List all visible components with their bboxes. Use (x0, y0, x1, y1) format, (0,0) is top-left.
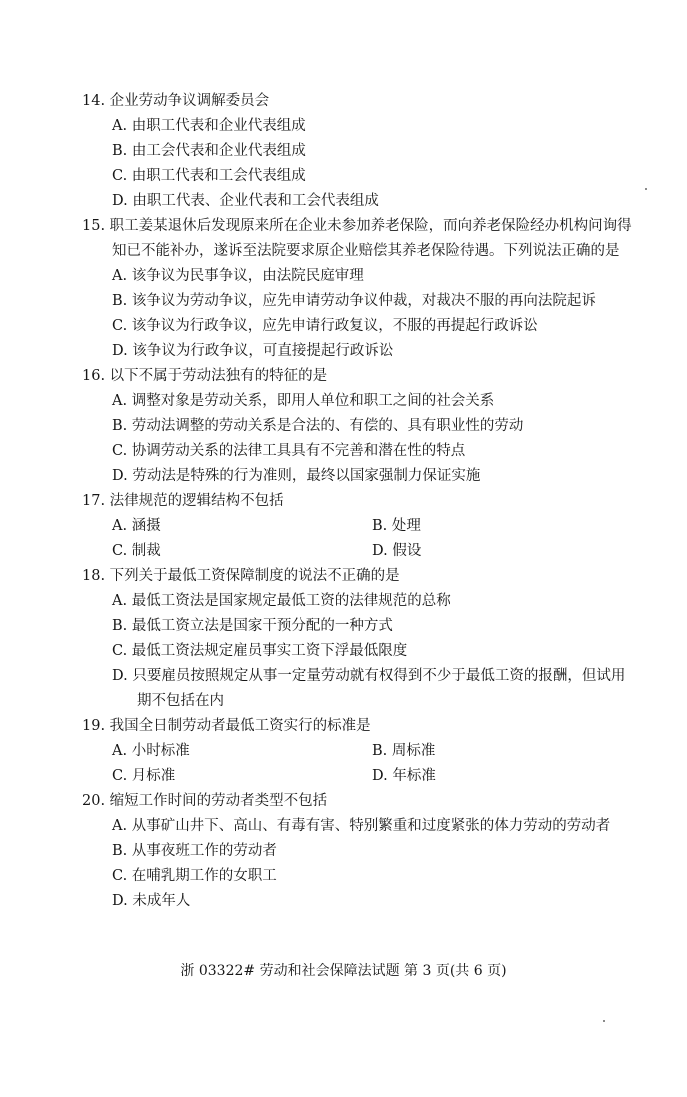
question-14-option-a: A. 由职工代表和企业代表组成 (112, 118, 306, 134)
question-19-option-a: A. 小时标准 (112, 743, 190, 759)
question-17-option-b: B. 处理 (372, 518, 421, 534)
question-20-option-d: D. 未成年人 (112, 893, 191, 909)
question-14-stem: 14. 企业劳动争议调解委员会 (82, 93, 270, 109)
question-17-stem: 17. 法律规范的逻辑结构不包括 (82, 493, 284, 509)
page-footer: 浙 03322# 劳动和社会保障法试题 第 3 页(共 6 页) (180, 963, 507, 979)
question-17-option-c: C. 制裁 (112, 543, 161, 559)
question-16-option-b: B. 劳动法调整的劳动关系是合法的、有偿的、具有职业性的劳动 (112, 418, 524, 434)
question-20-option-b: B. 从事夜班工作的劳动者 (112, 843, 277, 859)
question-18-option-d-cont: 期不包括在内 (137, 693, 224, 709)
question-15-option-b: B. 该争议为劳动争议，应先申请劳动争议仲裁，对裁决不服的再向法院起诉 (112, 293, 596, 309)
question-18-option-b: B. 最低工资立法是国家干预分配的一种方式 (112, 618, 393, 634)
question-20-option-c: C. 在哺乳期工作的女职工 (112, 868, 277, 884)
question-18-option-a: A. 最低工资法是国家规定最低工资的法律规范的总称 (112, 593, 451, 609)
question-15-option-c: C. 该争议为行政争议，应先申请行政复议，不服的再提起行政诉讼 (112, 318, 538, 334)
question-15-option-a: A. 该争议为民事争议，由法院民庭审理 (112, 268, 364, 284)
question-19-stem: 19. 我国全日制劳动者最低工资实行的标准是 (82, 718, 371, 734)
question-16-stem: 16. 以下不属于劳动法独有的特征的是 (82, 368, 328, 384)
question-20-stem: 20. 缩短工作时间的劳动者类型不包括 (82, 793, 328, 809)
question-14-option-d: D. 由职工代表、企业代表和工会代表组成 (112, 193, 379, 209)
question-18-option-c: C. 最低工资法规定雇员事实工资下浮最低限度 (112, 643, 408, 659)
question-19-option-c: C. 月标准 (112, 768, 176, 784)
question-18-option-d: D. 只要雇员按照规定从事一定量劳动就有权得到不少于最低工资的报酬，但试用 (112, 668, 626, 684)
question-19-option-b: B. 周标准 (372, 743, 436, 759)
question-16-option-c: C. 协调劳动关系的法律工具具有不完善和潜在性的特点 (112, 443, 466, 459)
scan-speck (645, 188, 647, 190)
question-16-option-d: D. 劳动法是特殊的行为准则，最终以国家强制力保证实施 (112, 468, 481, 484)
question-17-option-d: D. 假设 (372, 543, 422, 559)
question-15-stem: 15. 职工姜某退休后发现原来所在企业未参加养老保险，而向养老保险经办机构问询得 (82, 218, 632, 234)
question-17-option-a: A. 涵摄 (112, 518, 161, 534)
scan-speck (603, 1020, 605, 1022)
question-19-option-d: D. 年标准 (372, 768, 436, 784)
question-14-option-c: C. 由职工代表和工会代表组成 (112, 168, 306, 184)
question-15-option-d: D. 该争议为行政争议，可直接提起行政诉讼 (112, 343, 394, 359)
question-18-stem: 18. 下列关于最低工资保障制度的说法不正确的是 (82, 568, 400, 584)
question-14-option-b: B. 由工会代表和企业代表组成 (112, 143, 306, 159)
question-20-option-a: A. 从事矿山井下、高山、有毒有害、特别繁重和过度紧张的体力劳动的劳动者 (112, 818, 611, 834)
question-15-stem-cont: 知已不能补办，遂诉至法院要求原企业赔偿其养老保险待遇。下列说法正确的是 (112, 243, 620, 259)
question-16-option-a: A. 调整对象是劳动关系，即用人单位和职工之间的社会关系 (112, 393, 495, 409)
